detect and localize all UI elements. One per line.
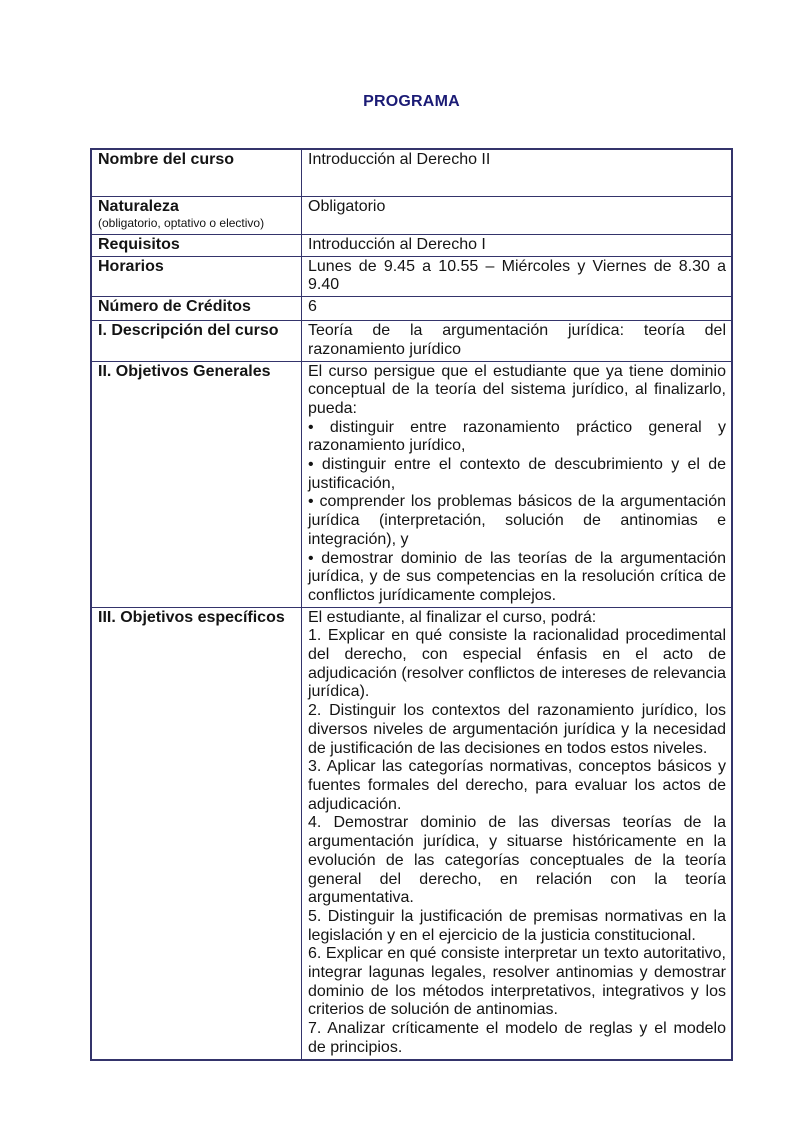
table-row-numero-de-creditos [91,297,732,321]
row-value [302,607,733,1059]
row-label: I. Descripción del curso [91,321,302,361]
paragraph: • comprender los problemas básicos de la argumentación jurídica (interpretación, solución de antinomias e integración), y [308,493,726,548]
table-row-naturaleza [91,197,732,235]
table-row-objetivos-generales [91,361,732,607]
row-label: III. Objetivos específicos [91,607,302,1059]
paragraph: El curso persigue que el estudiante que ya tiene dominio conceptual de la teoría del sistema jurídico, al finalizarlo, pueda: [308,362,726,417]
row-value: 6 [302,297,733,321]
row-label: Horarios [91,256,302,296]
table-row-requisitos [91,235,732,257]
row-label-main: Naturaleza [98,198,179,215]
paragraph: 1. Explicar en qué consiste la racionalidad procedimental del derecho, con especial énfasis en el acto de adjudicación (resolver conflictos de intereses de relevancia jurídica). [308,627,726,701]
paragraph: • distinguir entre el contexto de descubrimiento y el de justificación, [308,456,726,492]
page-title: PROGRAMA [363,93,460,110]
row-label: Requisitos [91,235,302,257]
row-value: Teoría de la argumentación jurídica: teoría del razonamiento jurídico [302,321,733,361]
paragraph: 5. Distinguir la justificación de premisas normativas en la legislación y en el ejercicio de la justicia constitucional. [308,907,726,944]
row-value: Obligatorio [302,197,733,235]
row-label: Nombre del curso [91,149,302,197]
paragraph: 6. Explicar en qué consiste interpretar un texto autoritativo, integrar lagunas legales, resolver antinomias y demostrar dominio de los métodos interpretativos, integrativos y los criterios de solución de antinomias. [308,945,726,1019]
table-row-nombre-del-curso [91,149,732,197]
row-label [91,197,302,235]
paragraph: 3. Aplicar las categorías normativas, conceptos básicos y fuentes formales del derecho, para evaluar los actos de adjudicación. [308,758,726,813]
paragraph: • demostrar dominio de las teorías de la argumentación jurídica, y de sus competencias en la resolución crítica de conflictos jurídicamente complejos. [308,549,726,604]
row-label: II. Objetivos Generales [91,361,302,607]
table-row-horarios [91,256,732,296]
paragraph: El estudiante, al finalizar el curso, podrá: [308,608,597,626]
row-label-sub: (obligatorio, optativo o electivo) [98,215,265,230]
row-label: Número de Créditos [91,297,302,321]
paragraph: 2. Distinguir los contextos del razonamiento jurídico, los diversos niveles de argumentación jurídica y la necesidad de justificación de las decisiones en todos estos niveles. [308,702,726,757]
row-value: Introducción al Derecho I [302,235,733,257]
row-value [302,361,733,607]
paragraph: 7. Analizar críticamente el modelo de reglas y el modelo de principios. [308,1020,726,1056]
table-row-descripcion-del-curso [91,321,732,361]
paragraph: 4. Demostrar dominio de las diversas teorías de la argumentación jurídica, y situarse históricamente en la evolución de las categorías conceptuales de la teoría general del derecho, en relación con la teoría argumentativa. [308,814,726,907]
course-program-table [90,148,733,1061]
row-value: Lunes de 9.45 a 10.55 – Miércoles y Viernes de 8.30 a 9.40 [302,256,733,296]
paragraph: • distinguir entre razonamiento práctico general y razonamiento jurídico, [308,418,726,455]
row-value: Introducción al Derecho II [302,149,733,197]
table-row-objetivos-especificos [91,607,732,1059]
